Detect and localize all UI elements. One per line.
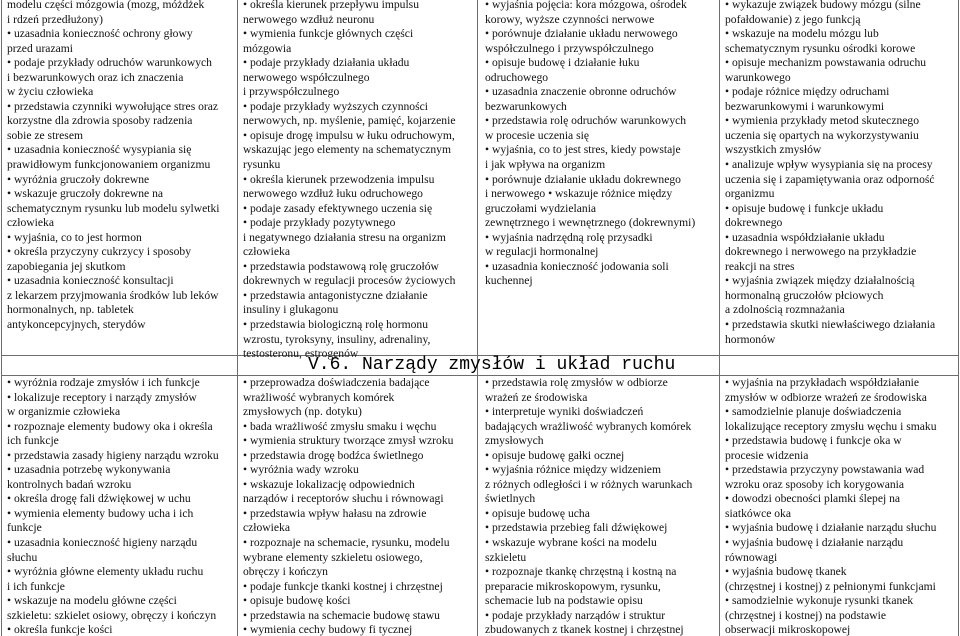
requirement-text-line: i przywspółczulnego — [243, 85, 340, 99]
requirement-text-line: • rozpoznaje na schemacie, rysunku, modelu — [243, 536, 450, 550]
requirement-text-line: badających wrażliwość wybranych komórek — [485, 419, 692, 433]
requirement-text-line: • podaje przykłady narządów i struktur — [485, 608, 666, 622]
requirement-text-line: • uzasadnia potrzebę wykonywania — [7, 463, 171, 477]
requirement-text-line: • uzasadnia konieczność wysypiania się — [7, 143, 192, 157]
requirement-text-line: • samodzielnie planuje doświadczenia — [725, 405, 902, 419]
requirement-text-line: • wyjaśnia, co to jest stres, kiedy powstaje — [485, 143, 681, 157]
requirement-text-line: • przedstawia czynniki wywołujące stres oraz — [7, 99, 219, 113]
row1-column-1 — [7, 0, 236, 354]
requirement-text-line: procesie widzenia — [725, 448, 809, 462]
requirement-text-line: (chrzęstnej i kostnej) z pełnionymi funkcjami — [725, 579, 936, 593]
row1-column-3 — [485, 0, 718, 354]
requirement-text-line: kontrolnych badań wzroku — [7, 477, 132, 491]
requirement-text-line: bezwarunkowymi i warunkowymi — [725, 99, 885, 113]
requirement-text-line: • porównuje działanie układu nerwowego — [485, 27, 678, 41]
requirement-text-line: nerwowego wzdłuż łuku odruchowego — [243, 187, 423, 201]
requirement-text-line: • wskazuje na modelu główne części — [7, 594, 177, 608]
requirement-text-line: wzroku oraz sposoby ich korygowania — [725, 477, 905, 491]
requirement-text-line: • wskazuje lokalizację odpowiednich — [243, 477, 415, 491]
requirement-text-line: insuliny i glukagonu — [243, 303, 339, 317]
requirement-text-line: • analizuje wpływ wysypiania się na procesy — [725, 158, 933, 172]
requirement-text-line: i nerwowego • wskazuje różnice między — [485, 187, 673, 201]
requirement-text-line: • określa drogę fali dźwiękowej w uchu — [7, 492, 191, 506]
row1-column-4 — [725, 0, 957, 354]
requirement-text-line: • określa funkcje kości — [7, 623, 113, 636]
requirement-text-line: • bada wrażliwość zmysłu smaku i węchu — [243, 419, 437, 433]
requirement-text-line: zewnętrznego i wewnętrznego (dokrewnymi) — [485, 216, 696, 230]
requirement-text-line: wskazując jego elementy na schematycznym — [243, 143, 451, 157]
requirement-text-line: organizmu — [725, 187, 775, 201]
requirement-text-line: sobie ze stresem — [7, 128, 83, 142]
requirement-text-line: • wskazuje na modelu mózgu lub — [725, 27, 879, 41]
requirement-text-line: • wymienia struktury tworzące zmysł wzroku — [243, 434, 454, 448]
requirement-text-line: w regulacji hormonalnej — [485, 245, 599, 259]
requirement-text-line: nerwowego współczulnego — [243, 70, 370, 84]
section-heading: V.6. Narządy zmysłów i układ ruchu — [308, 355, 676, 375]
requirement-text-line: testosteronu, estrogenów — [243, 347, 359, 361]
requirement-text-line: wszystkich zmysłów — [725, 143, 822, 157]
requirement-text-line: • określa kierunek przewodzenia impulsu — [243, 172, 435, 186]
requirement-text-line: • przedstawia na schemacie budowę stawu — [243, 608, 440, 622]
requirement-text-line: a zdolnością rozmnażania — [725, 303, 845, 317]
requirement-text-line: • wyjaśnia na przykładach współdziałanie — [725, 376, 919, 389]
requirement-text-line: • opisuje budowę kości — [243, 594, 351, 608]
requirement-text-line: człowieka — [243, 245, 290, 259]
requirement-text-line: • przedstawia budowę i funkcje oka w — [725, 434, 902, 448]
requirement-text-line: • podaje różnice między odruchami — [725, 85, 890, 99]
requirement-text-line: wzrostu, tyroksyny, insuliny, adrenaliny, — [243, 332, 431, 346]
requirement-text-line: hormonalną gruczołów płciowych — [725, 288, 884, 302]
requirement-text-line: • opisuje budowę ucha — [485, 506, 590, 520]
requirement-text-line: • opisuje budowę i funkcje układu — [725, 201, 884, 215]
requirement-text-line: i rdzeń przedłużony) — [7, 12, 103, 26]
column-divider-2 — [477, 0, 478, 636]
requirement-text-line: • przedstawia drogę bodźca świetlnego — [243, 448, 424, 462]
column-divider-1 — [237, 0, 238, 636]
table-border-right — [958, 0, 959, 636]
requirement-text-line: • lokalizuje receptory i narządy zmysłów — [7, 390, 197, 404]
requirement-text-line: mózgowia — [243, 41, 292, 55]
requirement-text-line: i ich funkcje — [7, 579, 65, 593]
requirement-text-line: schematycznym rysunku lub modelu sylwetki — [7, 201, 220, 215]
requirement-text-line: • wymienia funkcje głównych części — [243, 27, 414, 41]
requirement-text-line: rysunku — [243, 158, 281, 172]
requirement-text-line: narządów i receptorów słuchu i równowagi — [243, 492, 444, 506]
requirement-text-line: • wyjaśnia związek między działalnością — [725, 274, 915, 288]
requirement-text-line: zmysłów w odbiorze wrażeń ze środowiska — [725, 390, 927, 404]
requirement-text-line: funkcje — [7, 521, 42, 535]
requirement-text-line: • podaje zasady efektywnego uczenia się — [243, 201, 433, 215]
requirement-text-line: modelu części mózgowia (mozg, móżdżek — [7, 0, 205, 11]
requirement-text-line: • wyjaśnia różnice między widzeniem — [485, 463, 661, 477]
requirement-text-line: • wskazuje gruczoły dokrewne na — [7, 187, 164, 201]
requirement-text-line: obserwacji mikroskopowej — [725, 623, 851, 636]
requirement-text-line: uczenia się opartych na wykorzystywaniu — [725, 128, 919, 142]
requirement-text-line: w organizmie człowieka — [7, 405, 121, 419]
table-border-left — [1, 0, 2, 636]
requirement-text-line: • wyjaśnia pojęcia: kora mózgowa, ośrodek — [485, 0, 687, 11]
requirement-text-line: ich funkcje — [7, 434, 59, 448]
requirement-text-line: • wymienia przykłady metod skutecznego — [725, 114, 920, 128]
column-divider-3 — [719, 0, 720, 636]
requirement-text-line: • przedstawia przyczyny powstawania wad — [725, 463, 925, 477]
requirement-text-line: • przedstawia rolę odruchów warunkowych — [485, 114, 687, 128]
requirement-text-line: • wykazuje związek budowy mózgu (silne — [725, 0, 921, 11]
row2-column-2 — [243, 376, 476, 636]
requirement-text-line: zmysłowych (np. dotyku) — [243, 405, 362, 419]
requirement-text-line: gruczołami wydzielania — [485, 201, 597, 215]
requirement-text-line: słuchu — [7, 550, 38, 564]
requirement-text-line: • podaje przykłady wyższych czynności — [243, 99, 428, 113]
requirement-text-line: • wymienia elementy budowy ucha i ich — [7, 506, 194, 520]
requirement-text-line: schemacie lub na podstawie opisu — [485, 594, 643, 608]
requirement-text-line: • wyróżnia główne elementy układu ruchu — [7, 565, 204, 579]
requirement-text-line: z różnych odległości i w różnych warunkach — [485, 477, 693, 491]
requirement-text-line: w procesie uczenia się — [485, 128, 589, 142]
requirement-text-line: • przedstawia wpływ hałasu na zdrowie — [243, 506, 427, 520]
requirement-text-line: • podaje funkcje tkanki kostnej i chrzęstnej — [243, 579, 443, 593]
requirement-text-line: człowieka — [243, 521, 290, 535]
requirement-text-line: • uzasadnia konieczność ochrony głowy — [7, 27, 193, 41]
row2-column-3 — [485, 376, 718, 636]
requirement-text-line: świetlnych — [485, 492, 536, 506]
requirement-text-line: prawidłowym funkcjonowaniem organizmu — [7, 158, 211, 172]
requirement-text-line: • wyjaśnia nadrzędną rolę przysadki — [485, 230, 653, 244]
requirement-text-line: • podaje przykłady działania układu — [243, 56, 410, 70]
requirement-text-line: nerwowych, np. myślenie, pamięć, kojarzenie — [243, 114, 456, 128]
requirement-text-line: uczenia się i zapamiętywania oraz odporność — [725, 172, 935, 186]
requirement-text-line: • przedstawia skutki niewłaściwego działania — [725, 318, 936, 332]
requirement-text-line: • opisuje budowę i działanie łuku — [485, 56, 640, 70]
requirement-text-line: dokrewnych w regulacji procesów życiowych — [243, 274, 456, 288]
requirement-text-line: • przedstawia przebieg fali dźwiękowej — [485, 521, 668, 535]
requirement-text-line: • przedstawia zasady higieny narządu wzroku — [7, 448, 219, 462]
requirement-text-line: dokrewnego — [725, 216, 783, 230]
requirement-text-line: • określa kierunek przepływu impulsu — [243, 0, 419, 11]
requirement-text-line: bezwarunkowych — [485, 99, 567, 113]
requirement-text-line: • uzasadnia znaczenie obronne odruchów — [485, 85, 677, 99]
requirement-text-line: wybrane elementy szkieletu osiowego, — [243, 550, 423, 564]
requirement-text-line: nerwowego wzdłuż neuronu — [243, 12, 375, 26]
requirement-text-line: • wymienia cechy budowy fi tycznej — [243, 623, 413, 636]
requirement-text-line: warunkowego — [725, 70, 791, 84]
requirement-text-line: w życiu człowieka — [7, 85, 94, 99]
requirement-text-line: • dowodzi obecności plamki ślepej na — [725, 492, 901, 506]
requirement-text-line: • porównuje działanie układu dokrewnego — [485, 172, 681, 186]
requirement-text-line: i bezwarunkowych oraz ich znaczenia — [7, 70, 184, 84]
requirement-text-line: zapobiegania jej skutkom — [7, 259, 126, 273]
requirement-text-line: dokrewnego i nerwowego na przykładzie — [725, 245, 917, 259]
requirement-text-line: • wyjaśnia budowę tkanek — [725, 565, 847, 579]
requirement-text-line: hormonalnych, np. tabletek — [7, 303, 134, 317]
requirement-text-line: kuchennej — [485, 274, 533, 288]
requirement-text-line: • wskazuje wybrane kości na modelu — [485, 536, 657, 550]
requirement-text-line: • przedstawia podstawową rolę gruczołów — [243, 259, 439, 273]
requirement-text-line: • opisuje budowę gałki ocznej — [485, 448, 625, 462]
requirement-text-line: preparacie mikroskopowym, rysunku, — [485, 579, 661, 593]
requirement-text-line: • określa przyczyny cukrzycy i sposoby — [7, 245, 192, 259]
requirement-text-line: zmysłowych — [485, 434, 544, 448]
requirement-text-line: • wyjaśnia budowę i działanie narządu słuchu — [725, 521, 937, 535]
requirement-text-line: lokalizujące receptory zmysłu węchu i smaku — [725, 419, 937, 433]
requirement-text-line: korzystne dla zdrowia sposoby radzenia — [7, 114, 193, 128]
requirement-text-line: siatkówce oka — [725, 506, 791, 520]
requirement-text-line: hormonów — [725, 332, 776, 346]
row1-column-2 — [243, 0, 476, 368]
requirement-text-line: korowy, wyższe czynności nerwowe — [485, 12, 655, 26]
row2-column-1 — [7, 376, 236, 636]
requirement-text-line: • przedstawia rolę zmysłów w odbiorze — [485, 376, 668, 389]
requirement-text-line: • przeprowadza doświadczenia badające — [243, 376, 430, 389]
row2-column-4 — [725, 376, 957, 636]
requirement-text-line: obręczy i kończyn — [243, 565, 328, 579]
requirement-text-line: • opisuje mechanizm powstawania odruchu — [725, 56, 927, 70]
requirement-text-line: pofałdowanie) z jego funkcją — [725, 12, 861, 26]
requirement-text-line: (chrzęstnej i kostnej) na podstawie — [725, 608, 886, 622]
requirement-text-line: szkieletu — [485, 550, 527, 564]
requirement-text-line: • wyróżnia wady wzroku — [243, 463, 359, 477]
requirement-text-line: antykoncepcyjnych, sterydów — [7, 318, 146, 332]
requirement-text-line: • samodzielnie wykonuje rysunki tkanek — [725, 594, 914, 608]
requirement-text-line: wrażeń ze środowiska — [485, 390, 588, 404]
requirement-text-line: i negatywnego działania stresu na organizm — [243, 230, 446, 244]
requirement-text-line: • przedstawia biologiczną rolę hormonu — [243, 318, 428, 332]
requirement-text-line: współczulnego i przywspółczulnego — [485, 41, 654, 55]
requirement-text-line: • podaje przykłady pozytywnego — [243, 216, 396, 230]
requirement-text-line: • interpretuje wyniki doświadczeń — [485, 405, 644, 419]
requirement-text-line: • wyjaśnia budowę i działanie narządu — [725, 536, 904, 550]
requirement-text-line: • uzasadnia konieczność higieny narządu — [7, 536, 198, 550]
requirement-text-line: z lekarzem przyjmowania środków lub leków — [7, 288, 219, 302]
requirement-text-line: • rozpoznaje tkankę chrzęstną i kostną na — [485, 565, 677, 579]
requirement-text-line: człowieka — [7, 216, 54, 230]
requirement-text-line: szkieletu: szkielet osiowy, obręczy i kończyn — [7, 608, 217, 622]
requirement-text-line: zbudowanych z tkanek kostnej i chrzęstnej — [485, 623, 684, 636]
requirement-text-line: • wyróżnia rodzaje zmysłów i ich funkcje — [7, 376, 200, 389]
requirement-text-line: • wyróżnia gruczoły dokrewne — [7, 172, 150, 186]
requirement-text-line: • uzasadnia współdziałanie układu — [725, 230, 885, 244]
requirement-text-line: i jak wpływa na organizm — [485, 158, 606, 172]
requirement-text-line: • opisuje drogę impulsu w łuku odruchowym, — [243, 128, 455, 142]
requirement-text-line: reakcji na stres — [725, 259, 795, 273]
requirement-text-line: • przedstawia antagonistyczne działanie — [243, 288, 428, 302]
requirement-text-line: • uzasadnia konieczność jodowania soli — [485, 259, 669, 273]
requirement-text-line: wrażliwość wybranych komórek — [243, 390, 395, 404]
requirement-text-line: • podaje przykłady odruchów warunkowych — [7, 56, 212, 70]
requirement-text-line: schematycznym rysunku ośrodki korowe — [725, 41, 916, 55]
requirement-text-line: równowagi — [725, 550, 778, 564]
requirement-text-line: • rozpoznaje elementy budowy oka i określa — [7, 419, 213, 433]
requirement-text-line: • wyjaśnia, co to jest hormon — [7, 230, 142, 244]
requirement-text-line: przed urazami — [7, 41, 73, 55]
requirement-text-line: odruchowego — [485, 70, 549, 84]
requirement-text-line: • uzasadnia konieczność konsultacji — [7, 274, 174, 288]
